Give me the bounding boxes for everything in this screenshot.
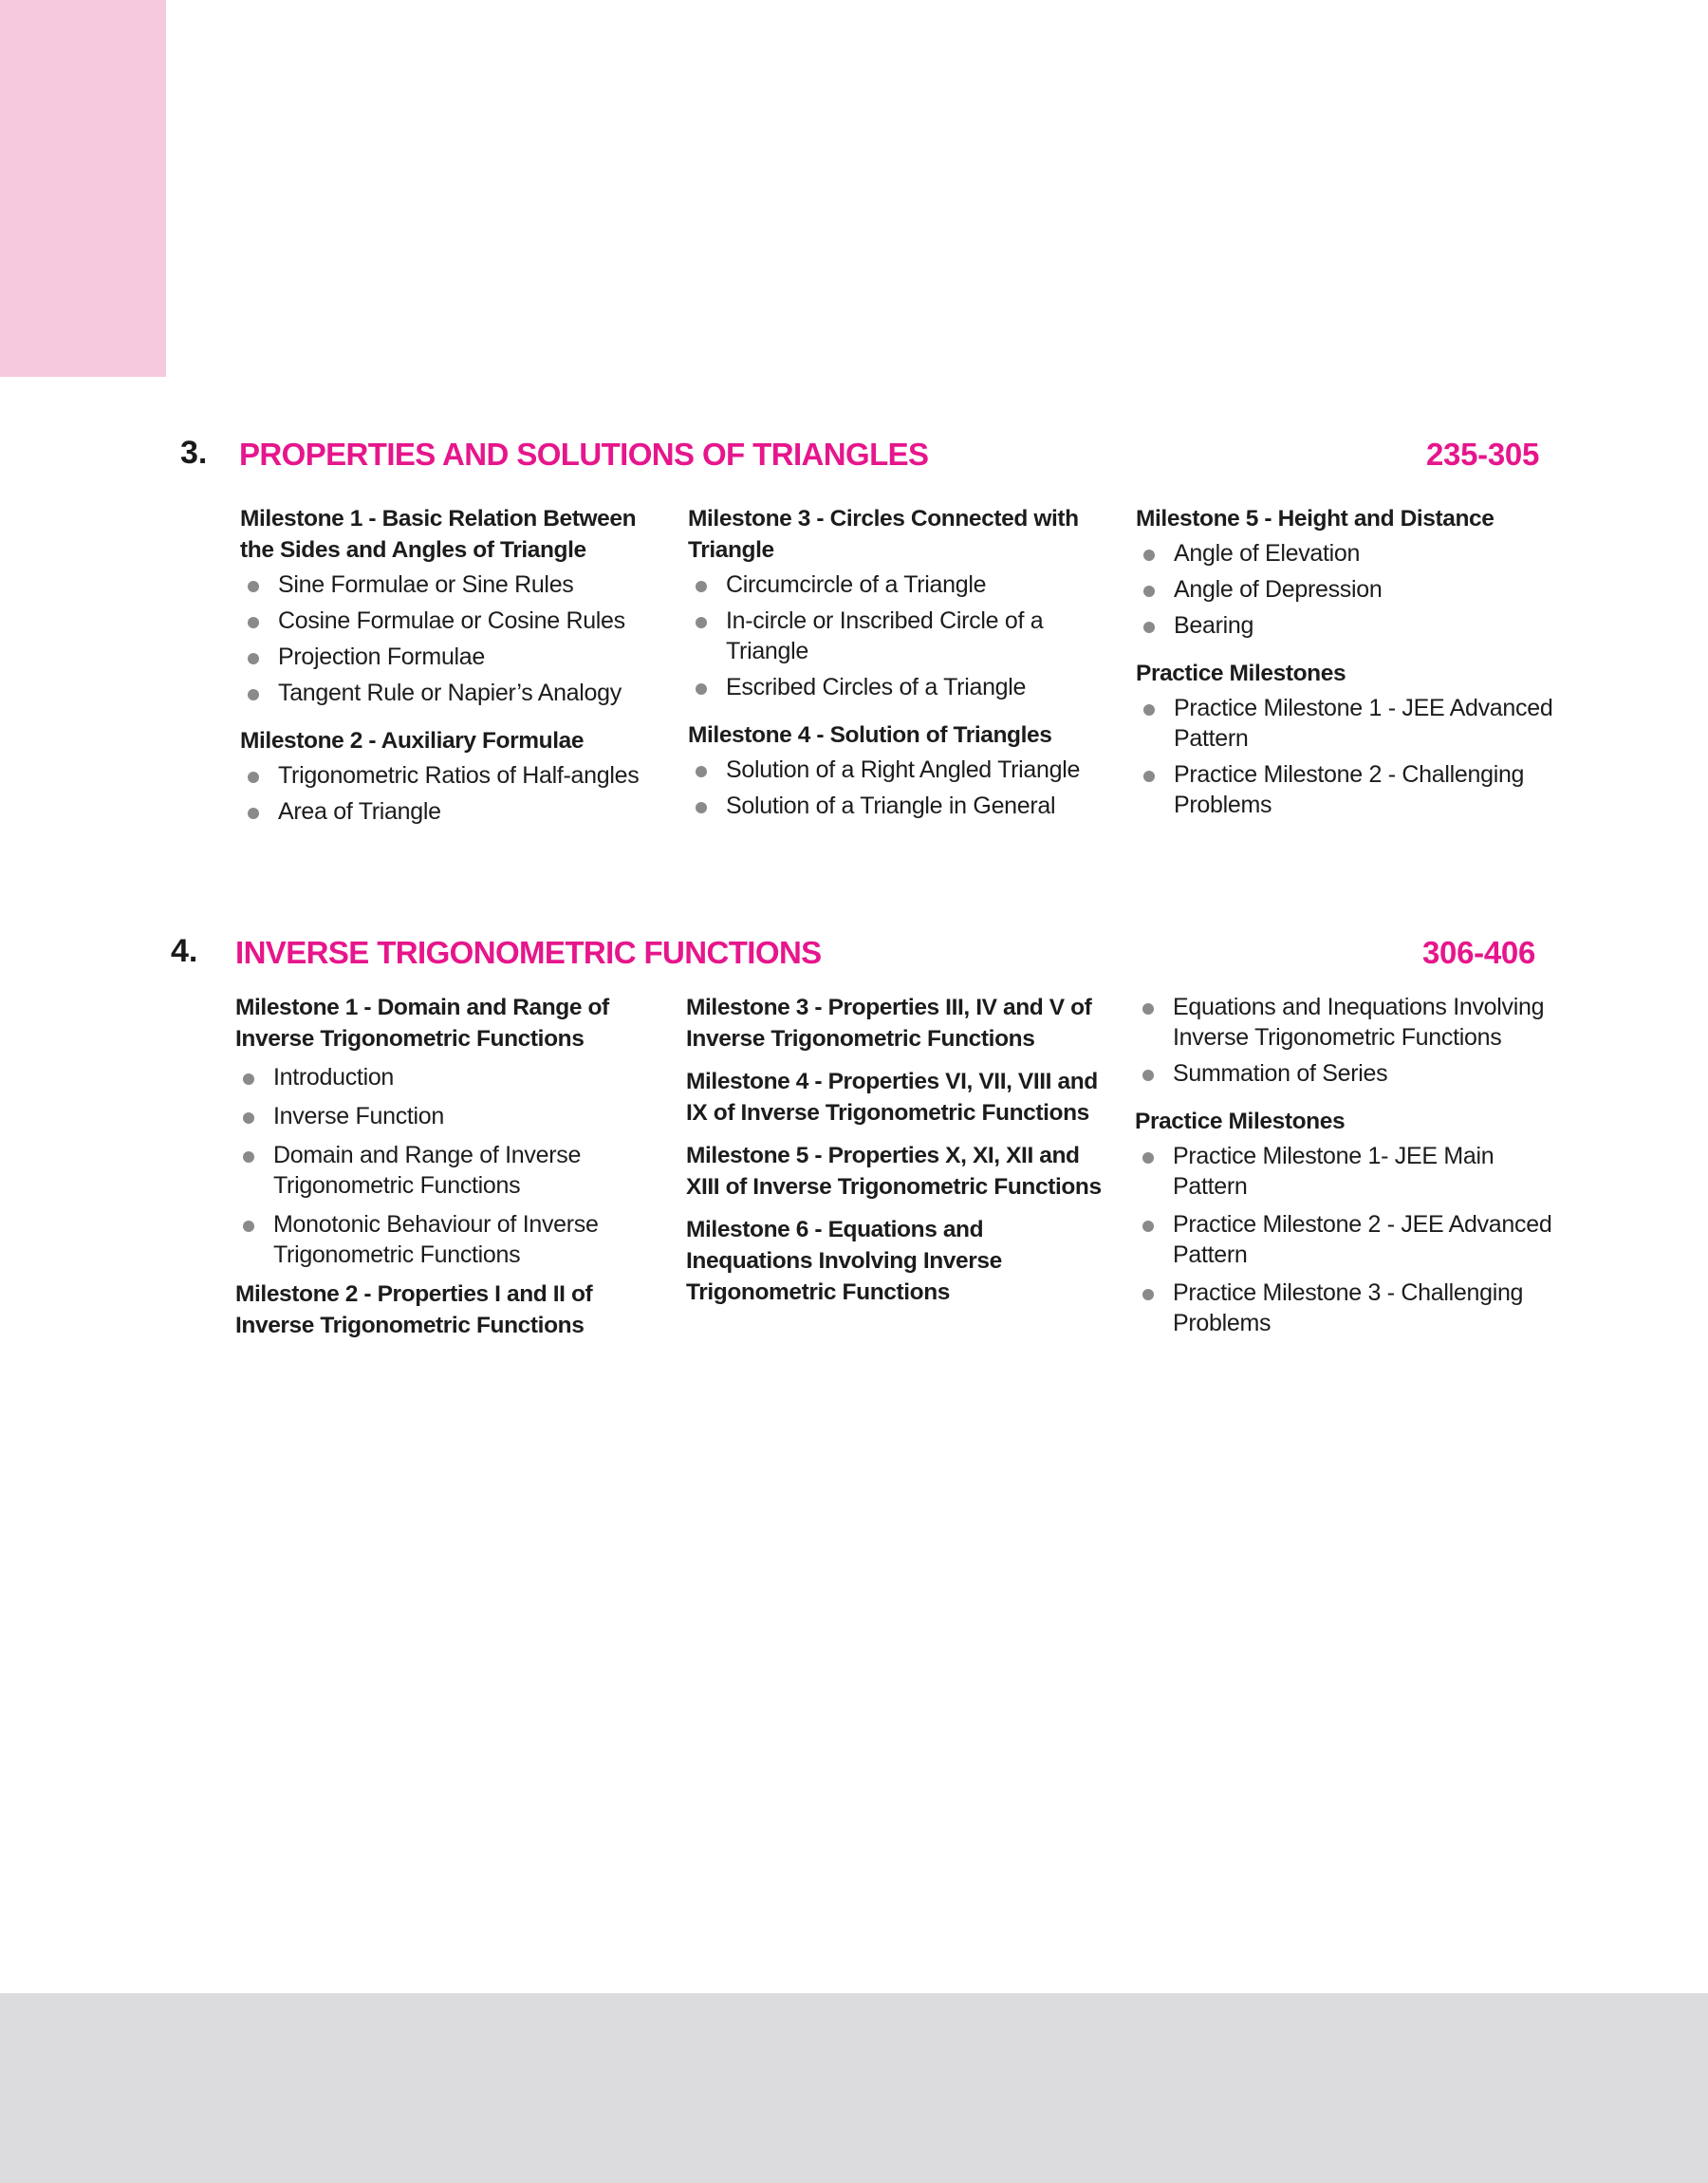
list-item[interactable]: Solution of a Right Angled Triangle <box>688 755 1105 785</box>
list-item[interactable]: Area of Triangle <box>240 796 658 827</box>
list-item[interactable]: In-circle or Inscribed Circle of a Triangle <box>688 606 1105 666</box>
chapter-header <box>171 933 1535 979</box>
column-1 <box>235 992 653 1341</box>
chapter-title[interactable]: PROPERTIES AND SOLUTIONS OF TRIANGLES <box>239 437 929 472</box>
column-3 <box>1136 503 1553 826</box>
list-item[interactable]: Inverse Function <box>235 1101 653 1131</box>
bullet-icon <box>1142 1152 1154 1164</box>
footer-band <box>0 1993 1708 2183</box>
milestone-heading[interactable]: Milestone 3 - Circles Connected with Triangle <box>688 506 1079 563</box>
list-item[interactable]: Trigonometric Ratios of Half-angles <box>240 760 658 791</box>
bullet-icon <box>248 689 259 700</box>
list-item[interactable]: Escribed Circles of a Triangle <box>688 672 1105 702</box>
bullet-icon <box>1142 1289 1154 1300</box>
list-item[interactable]: Sine Formulae or Sine Rules <box>240 569 658 600</box>
topic-list <box>235 1062 653 1270</box>
list-item[interactable]: Bearing <box>1136 610 1553 641</box>
list-item[interactable]: Practice Milestone 1 - JEE Advanced Pattern <box>1136 693 1553 754</box>
bullet-icon <box>243 1221 254 1232</box>
list-item[interactable]: Introduction <box>235 1062 653 1092</box>
milestone-heading[interactable]: Milestone 5 - Height and Distance <box>1136 506 1494 532</box>
topic-list <box>1135 1141 1552 1338</box>
bullet-icon <box>696 581 707 592</box>
milestone-heading[interactable]: Milestone 1 - Basic Relation Between the Sides and Angles of Triangle <box>240 506 637 563</box>
topic-list <box>240 569 658 708</box>
list-item[interactable]: Angle of Elevation <box>1136 538 1553 569</box>
bullet-icon <box>1143 586 1155 597</box>
bullet-icon <box>243 1073 254 1085</box>
list-item[interactable]: Solution of a Triangle in General <box>688 791 1105 821</box>
column-1 <box>240 503 658 832</box>
list-item[interactable]: Tangent Rule or Napier’s Analogy <box>240 678 658 708</box>
chapter-3 <box>180 435 1553 825</box>
topic-list <box>240 760 658 827</box>
chapter-header <box>180 435 1539 480</box>
milestone-heading[interactable]: Milestone 4 - Properties VI, VII, VIII and IX of Inverse Trigonometric Functions <box>686 1069 1098 1126</box>
chapter-page-range: 306-406 <box>1421 935 1535 970</box>
corner-pink-block <box>0 0 166 377</box>
milestone-heading[interactable]: Milestone 2 - Auxiliary Formulae <box>240 728 585 754</box>
column-2 <box>686 992 1104 1308</box>
list-item[interactable]: Monotonic Behaviour of Inverse Trigonometric Functions <box>235 1209 653 1270</box>
bullet-icon <box>243 1151 254 1163</box>
bullet-icon <box>1143 704 1155 716</box>
bullet-icon <box>1142 1070 1154 1081</box>
bullet-icon <box>1143 771 1155 782</box>
milestone-heading[interactable]: Milestone 5 - Properties X, XI, XII and XIII of Inverse Trigonometric Functions <box>686 1143 1102 1200</box>
topic-list <box>688 569 1105 702</box>
chapter-number: 4. <box>171 933 198 969</box>
bullet-icon <box>1143 550 1155 561</box>
chapter-page-range: 235-305 <box>1425 437 1539 472</box>
list-item[interactable]: Cosine Formulae or Cosine Rules <box>240 606 658 636</box>
chapter-number: 3. <box>180 435 208 471</box>
list-item[interactable]: Angle of Depression <box>1136 574 1553 605</box>
chapter-title[interactable]: INVERSE TRIGONOMETRIC FUNCTIONS <box>235 935 822 970</box>
bullet-icon <box>1142 1003 1154 1015</box>
bullet-icon <box>1142 1221 1154 1232</box>
bullet-icon <box>1143 622 1155 633</box>
list-item[interactable]: Practice Milestone 2 - Challenging Problems <box>1136 759 1553 820</box>
topic-list <box>1136 693 1553 820</box>
list-item[interactable]: Practice Milestone 1- JEE Main Pattern <box>1135 1141 1552 1202</box>
milestone-heading[interactable]: Milestone 3 - Properties III, IV and V of Inverse Trigonometric Functions <box>686 995 1092 1052</box>
practice-milestones-heading[interactable]: Practice Milestones <box>1135 1109 1346 1134</box>
bullet-icon <box>248 581 259 592</box>
practice-milestones-heading[interactable]: Practice Milestones <box>1136 661 1346 686</box>
bullet-icon <box>248 653 259 664</box>
milestone-heading[interactable]: Milestone 4 - Solution of Triangles <box>688 722 1052 748</box>
list-item[interactable]: Domain and Range of Inverse Trigonometric Functions <box>235 1140 653 1201</box>
bullet-icon <box>696 617 707 628</box>
topic-list <box>688 755 1105 821</box>
bullet-icon <box>696 766 707 777</box>
bullet-icon <box>248 808 259 819</box>
bullet-icon <box>696 683 707 695</box>
milestone-heading[interactable]: Milestone 2 - Properties I and II of Inverse Trigonometric Functions <box>235 1281 593 1338</box>
topic-list <box>1136 538 1553 641</box>
list-item[interactable]: Summation of Series <box>1135 1058 1552 1089</box>
bullet-icon <box>696 802 707 813</box>
topic-list <box>1135 992 1552 1089</box>
list-item[interactable]: Equations and Inequations Involving Inverse Trigonometric Functions <box>1135 992 1552 1053</box>
column-3 <box>1135 992 1552 1346</box>
list-item[interactable]: Projection Formulae <box>240 642 658 672</box>
list-item[interactable]: Practice Milestone 3 - Challenging Problems <box>1135 1278 1552 1338</box>
column-2 <box>688 503 1105 827</box>
milestone-heading[interactable]: Milestone 6 - Equations and Inequations Involving Inverse Trigonometric Functions <box>686 1217 1002 1305</box>
bullet-icon <box>243 1112 254 1124</box>
milestone-heading[interactable]: Milestone 1 - Domain and Range of Inverse Trigonometric Functions <box>235 995 609 1052</box>
bullet-icon <box>248 772 259 783</box>
list-item[interactable]: Practice Milestone 2 - JEE Advanced Pattern <box>1135 1209 1552 1270</box>
chapter-4 <box>171 933 1552 1338</box>
list-item[interactable]: Circumcircle of a Triangle <box>688 569 1105 600</box>
bullet-icon <box>248 617 259 628</box>
